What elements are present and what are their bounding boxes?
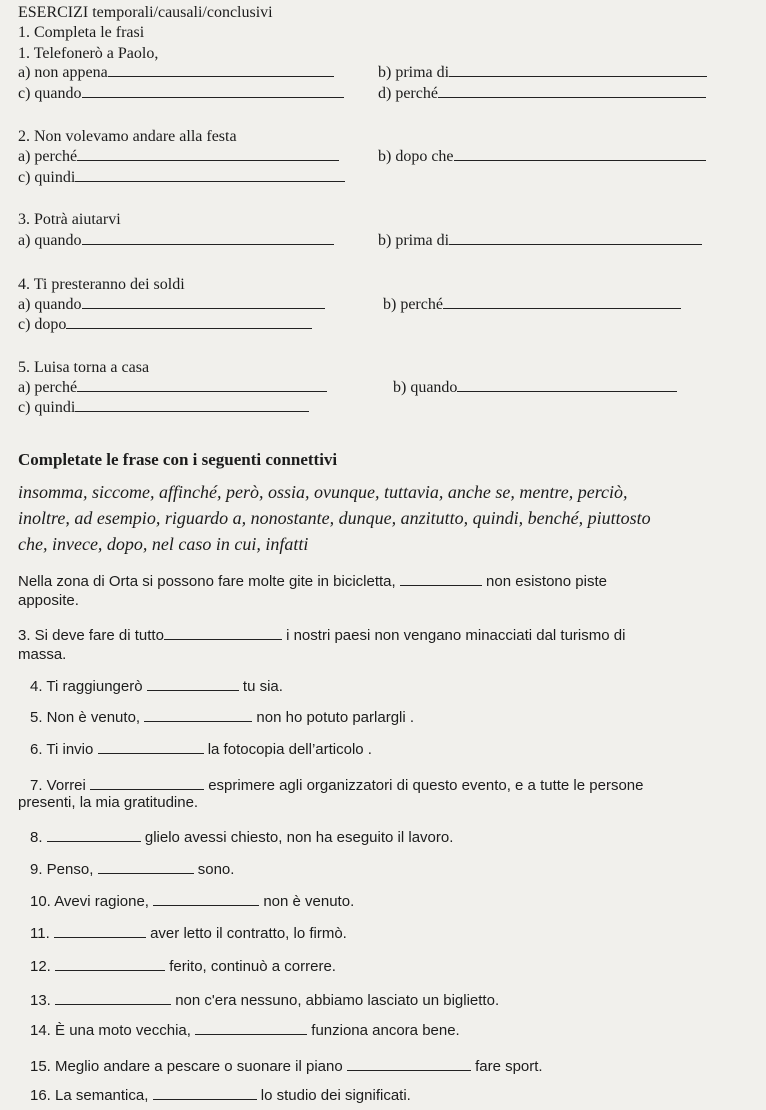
answer-blank[interactable] (153, 1086, 257, 1100)
connectives-line-3: che, invece, dopo, nel caso in cui, infatti (18, 534, 309, 554)
answer-blank[interactable] (449, 231, 702, 245)
answer-blank[interactable] (66, 315, 312, 329)
item1-opt-d: d) perché (378, 84, 706, 103)
item5-opt-b: b) quando (393, 378, 677, 397)
item1-opt-a: a) non appena (18, 63, 334, 82)
item5-opt-a: a) perché (18, 378, 327, 397)
item4-opt-a: a) quando (18, 295, 325, 314)
answer-blank[interactable] (438, 84, 706, 98)
sentence-3: 3. Si deve fare di tutto i nostri paesi non vengano minacciati dal turismo di (18, 627, 626, 644)
item3-opt-b: b) prima di (378, 231, 702, 250)
answer-blank[interactable] (75, 168, 345, 182)
item1-opt-b: b) prima di (378, 63, 707, 82)
item4-opt-b: b) perché (383, 295, 681, 314)
sentence-7-cont: presenti, la mia gratitudine. (18, 794, 199, 811)
answer-blank[interactable] (147, 677, 239, 691)
sentence-4: 4. Ti raggiungerò tu sia. (30, 678, 283, 695)
answer-blank[interactable] (153, 892, 259, 906)
answer-blank[interactable] (144, 708, 252, 722)
item1-stem: 1. Telefonerò a Paolo, (18, 45, 159, 62)
answer-blank[interactable] (55, 991, 171, 1005)
sentence-10: 10. Avevi ragione, non è venuto. (30, 893, 355, 910)
answer-blank[interactable] (454, 147, 706, 161)
sentence-5: 5. Non è venuto, non ho potuto parlargli . (30, 709, 415, 726)
answer-blank[interactable] (98, 740, 204, 754)
answer-blank[interactable] (75, 398, 309, 412)
answer-blank[interactable] (457, 378, 677, 392)
answer-blank[interactable] (449, 63, 707, 77)
answer-blank[interactable] (77, 147, 339, 161)
answer-blank[interactable] (82, 231, 334, 245)
connectives-line-2: inoltre, ad esempio, riguardo a, nonostante, dunque, anzitutto, quindi, benché, piuttosto (18, 508, 651, 528)
item3-opt-a: a) quando (18, 231, 334, 250)
sentence-6: 6. Ti invio la fotocopia dell’articolo . (30, 741, 372, 758)
sentence-8: 8. glielo avessi chiesto, non ha eseguito il lavoro. (30, 829, 454, 846)
item5-stem: 5. Luisa torna a casa (18, 359, 150, 376)
sentence-9: 9. Penso, sono. (30, 861, 235, 878)
sentence-15: 15. Meglio andare a pescare o suonare il piano fare sport. (30, 1058, 543, 1075)
section1-title: 1. Completa le frasi (18, 24, 145, 41)
answer-blank[interactable] (82, 295, 325, 309)
answer-blank[interactable] (82, 84, 344, 98)
sentence-14: 14. È una moto vecchia, funziona ancora bene. (30, 1022, 460, 1039)
answer-blank[interactable] (400, 572, 482, 586)
section2-title: Completate le frase con i seguenti connettivi (18, 450, 338, 469)
answer-blank[interactable] (77, 378, 327, 392)
item2-opt-a: a) perché (18, 147, 339, 166)
sentence-7: 7. Vorrei esprimere agli organizzatori di questo evento, e a tutte le persone (30, 777, 644, 794)
sentence-13: 13. non c'era nessuno, abbiamo lasciato un biglietto. (30, 992, 500, 1009)
item4-stem: 4. Ti presteranno dei soldi (18, 276, 185, 293)
sentence-12: 12. ferito, continuò a correre. (30, 958, 336, 975)
item3-stem: 3. Potrà aiutarvi (18, 211, 121, 228)
item1-opt-c: c) quando (18, 84, 344, 103)
sentence-11: 11. aver letto il contratto, lo firmò. (30, 925, 347, 942)
worksheet-header: ESERCIZI temporali/causali/conclusivi (18, 4, 273, 21)
sentence-orta-cont: apposite. (18, 592, 79, 609)
answer-blank[interactable] (47, 828, 141, 842)
answer-blank[interactable] (54, 924, 146, 938)
sentence-3-cont: massa. (18, 646, 67, 663)
item5-opt-c: c) quindi (18, 398, 309, 417)
answer-blank[interactable] (98, 860, 194, 874)
sentence-orta: Nella zona di Orta si possono fare molte gite in bicicletta, non esistono piste (18, 573, 607, 590)
item4-opt-c: c) dopo (18, 315, 312, 334)
answer-blank[interactable] (443, 295, 681, 309)
answer-blank[interactable] (164, 626, 282, 640)
item2-stem: 2. Non volevamo andare alla festa (18, 128, 237, 145)
sentence-16: 16. La semantica, lo studio dei significati. (30, 1087, 411, 1104)
answer-blank[interactable] (108, 63, 334, 77)
item2-opt-b: b) dopo che (378, 147, 706, 166)
connectives-line-1: insomma, siccome, affinché, però, ossia, ovunque, tuttavia, anche se, mentre, perciò, (18, 482, 628, 502)
item2-opt-c: c) quindi (18, 168, 345, 187)
answer-blank[interactable] (55, 957, 165, 971)
answer-blank[interactable] (195, 1021, 307, 1035)
answer-blank[interactable] (347, 1057, 471, 1071)
answer-blank[interactable] (90, 776, 204, 790)
